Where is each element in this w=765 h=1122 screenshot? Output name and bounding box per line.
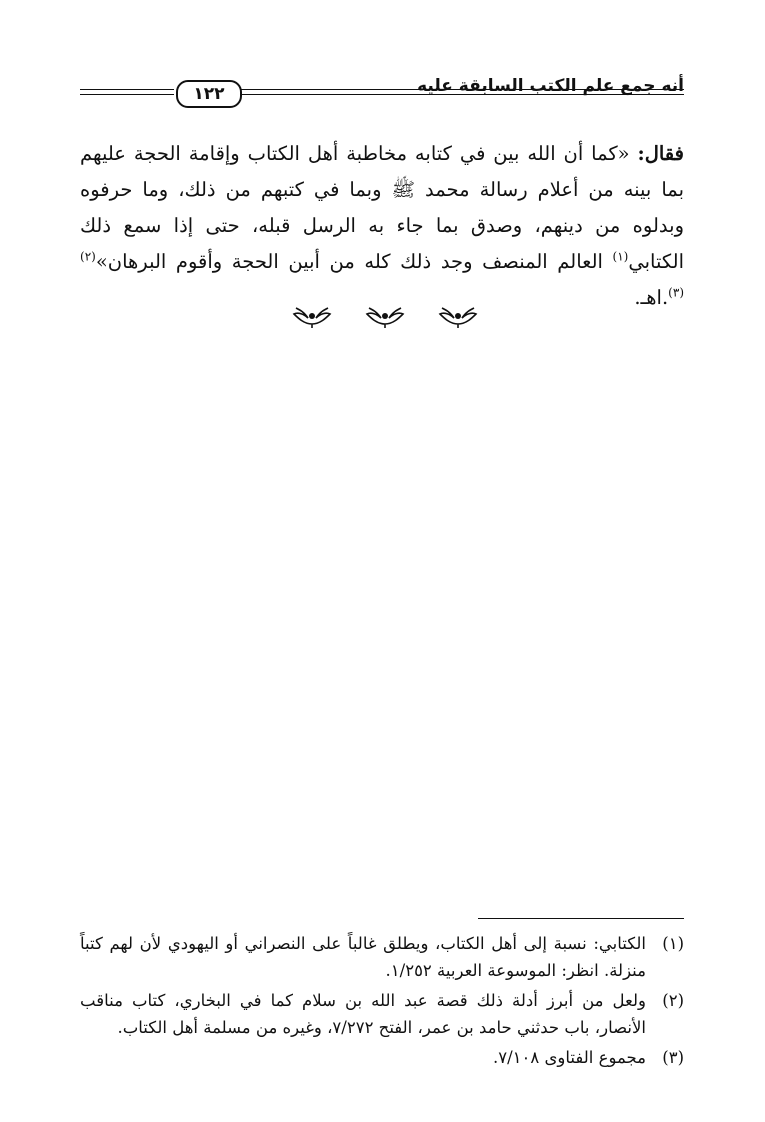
header-rule-left [80, 89, 174, 95]
footnote-ref-3: (٣) [668, 285, 684, 300]
footnote [80, 987, 684, 1041]
footnote-number: (٢) [662, 991, 684, 1010]
footnote-text: ولعل من أبرز أدلة ذلك قصة عبد الله بن سلام كما في البخاري، كتاب مناقب الأنصار، باب حدثني حامد بن عمر، الفتح ٧/٢٧٢، وغيره من مسلمة أهل الكتاب. [80, 991, 646, 1037]
footnote [80, 1044, 684, 1071]
paragraph-text-c: .اهـ. [634, 286, 669, 309]
paragraph-text-b: العالم المنصف وجد ذلك كله من أبين الحجة وأقوم البرهان» [95, 250, 613, 273]
footnotes [80, 930, 684, 1074]
fleuron-icon [436, 304, 480, 330]
section-divider [290, 302, 480, 332]
fleuron-icon [290, 304, 334, 330]
main-paragraph [80, 136, 684, 316]
page-number: ١٢٢ [176, 80, 242, 108]
footnote-number: (١) [662, 934, 684, 953]
paragraph-lead: فقال: [637, 142, 684, 165]
footnote-ref-2: (٢) [80, 249, 96, 264]
footnote-text: مجموع الفتاوى ٧/١٠٨. [493, 1048, 646, 1067]
header-rule-right [240, 89, 684, 95]
footnote-text: الكتابي: نسبة إلى أهل الكتاب، ويطلق غالباً على النصراني أو اليهودي لأن لهم كتباً منزلة. انظر: الموسوعة العربية ١/٢٥٢. [80, 934, 646, 980]
running-title: أنه جمع علم الكتب السابقة عليه [417, 76, 684, 96]
footnote-separator [478, 918, 684, 919]
fleuron-icon [363, 304, 407, 330]
footnote [80, 930, 684, 984]
footnote-ref-1: (١) [612, 249, 629, 264]
page-header [80, 72, 684, 112]
paragraph-text-a: «كما أن الله بين في كتابه مخاطبة أهل الكتاب وإقامة الحجة عليهم بما بينه من أعلام رسالة محمد ﷺ وبما في كتبهم من ذلك، وما حرفوه وبدلوه من دينهم، وصدق بما جاء به الرسل قبله، حتى إذا سمع ذلك الكتابي [80, 142, 684, 273]
footnote-number: (٣) [662, 1048, 684, 1067]
